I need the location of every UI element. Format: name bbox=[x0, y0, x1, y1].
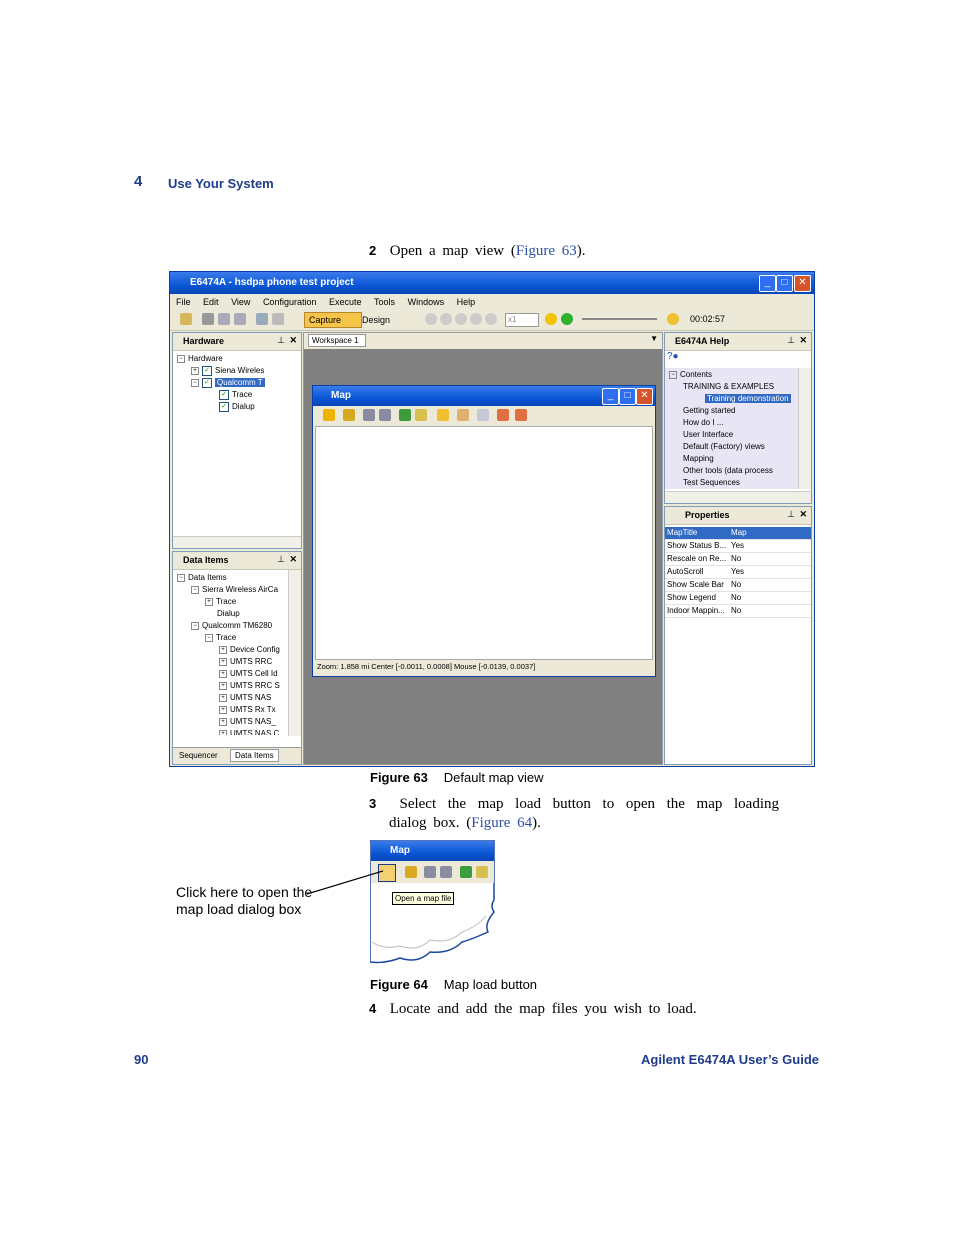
progress-slider[interactable] bbox=[582, 318, 657, 320]
menu-configuration[interactable]: Configuration bbox=[262, 297, 317, 307]
tree-item[interactable]: − Sierra Wireless AirCa bbox=[191, 585, 278, 595]
open-map-file-icon[interactable] bbox=[323, 409, 335, 421]
tree-item[interactable]: Getting started bbox=[683, 406, 736, 415]
map-canvas[interactable] bbox=[315, 426, 653, 660]
lightning-icon[interactable] bbox=[545, 313, 557, 325]
tree-item[interactable]: Test Sequences bbox=[683, 478, 740, 487]
map-toolbar bbox=[313, 406, 655, 424]
map-status-bar: Zoom: 1.858 mi Center [-0.0011, 0.0008] Mouse [-0.0139, 0.0037] bbox=[317, 662, 536, 671]
pin-icon[interactable]: ⊥ bbox=[787, 509, 795, 519]
tree-item[interactable]: User Interface bbox=[683, 430, 734, 439]
step-2: 2 Open a map view (Figure 63). bbox=[369, 243, 586, 259]
tree-item[interactable]: + UMTS NAS C bbox=[219, 729, 279, 735]
map-window bbox=[312, 385, 656, 677]
menu-help[interactable]: Help bbox=[456, 297, 476, 307]
layers-icon[interactable] bbox=[343, 409, 355, 421]
tree-item[interactable]: + Device Config bbox=[219, 645, 280, 655]
map-title: Map bbox=[390, 845, 410, 856]
timer: 00:02:57 bbox=[690, 314, 726, 324]
close-button[interactable]: ✕ bbox=[794, 275, 811, 292]
map-load-button-screenshot bbox=[370, 840, 496, 965]
tree-item[interactable]: + UMTS NAS bbox=[219, 693, 271, 703]
tree-item[interactable]: + UMTS Cell Id bbox=[219, 669, 278, 679]
menu-file[interactable]: File bbox=[176, 297, 191, 307]
status-green-icon bbox=[561, 313, 573, 325]
menu-execute[interactable]: Execute bbox=[329, 297, 362, 307]
menu-view[interactable]: View bbox=[231, 297, 251, 307]
pin-icon[interactable]: ⊥ bbox=[787, 335, 795, 345]
tab-data-items[interactable]: Data Items bbox=[230, 749, 279, 762]
tree-item[interactable]: ✓ Trace bbox=[219, 390, 252, 400]
tree-item[interactable]: + UMTS RRC S bbox=[219, 681, 280, 691]
workspace-area bbox=[303, 332, 663, 765]
tree-item[interactable]: + UMTS NAS_ bbox=[219, 717, 276, 727]
clock-icon bbox=[667, 313, 679, 325]
main-toolbar bbox=[170, 310, 814, 331]
property-row[interactable]: Rescale on Re... No bbox=[665, 553, 811, 566]
zoom-in-icon[interactable] bbox=[424, 866, 436, 878]
property-row[interactable]: Show Legend No bbox=[665, 592, 811, 605]
figure-63-caption: Figure 63 Default map view bbox=[370, 770, 544, 785]
layers-icon[interactable] bbox=[405, 866, 417, 878]
menu-bar bbox=[170, 294, 814, 310]
panel-tabs bbox=[173, 747, 301, 764]
property-row[interactable]: Indoor Mappin... No bbox=[665, 605, 811, 618]
figure-64-caption: Figure 64 Map load button bbox=[370, 977, 538, 992]
pin-icon[interactable]: ⊥ bbox=[277, 335, 285, 345]
tree-item[interactable]: − Trace bbox=[205, 633, 236, 643]
horizontal-scrollbar[interactable] bbox=[665, 491, 811, 503]
pin-icon[interactable]: ⊥ bbox=[277, 554, 285, 564]
property-row[interactable]: MapTitle Map bbox=[665, 527, 811, 540]
page-number: 90 bbox=[134, 1052, 149, 1067]
panel-close-icon[interactable]: ✕ bbox=[799, 509, 807, 519]
pointer-icon[interactable] bbox=[415, 409, 427, 421]
tag-icon[interactable] bbox=[437, 409, 449, 421]
maximize-button[interactable]: □ bbox=[619, 388, 636, 405]
panel-close-icon[interactable]: ✕ bbox=[799, 335, 807, 345]
minimize-button[interactable]: _ bbox=[602, 388, 619, 405]
tree-item[interactable]: + Trace bbox=[205, 597, 236, 607]
tools-icon[interactable] bbox=[256, 313, 268, 325]
zoom-out-icon[interactable] bbox=[440, 866, 452, 878]
tree-item[interactable]: − Hardware bbox=[177, 354, 223, 364]
tab-sequencer[interactable]: Sequencer bbox=[179, 751, 218, 760]
help-panel bbox=[664, 332, 812, 504]
menu-windows[interactable]: Windows bbox=[407, 297, 445, 307]
data-items-panel-title: Data Items bbox=[173, 552, 301, 570]
print-icon[interactable] bbox=[515, 409, 527, 421]
tree-item[interactable]: ✓ Dialup bbox=[219, 402, 255, 412]
property-row[interactable]: Show Status B... Yes bbox=[665, 540, 811, 553]
play-icon[interactable] bbox=[425, 313, 437, 325]
tree-item[interactable]: Training demonstration bbox=[707, 394, 789, 403]
step-number: 2 bbox=[369, 243, 377, 258]
tree-item[interactable]: + UMTS RRC bbox=[219, 657, 272, 667]
tree-item[interactable]: + ✓ Siena Wireles bbox=[191, 366, 264, 376]
tree-item[interactable]: Default (Factory) views bbox=[683, 442, 765, 451]
step-4: 4 Locate and add the map files you wish to load. bbox=[369, 1001, 697, 1017]
tree-item[interactable]: − Data Items bbox=[177, 573, 227, 583]
hardware-panel-title: Hardware bbox=[173, 333, 301, 351]
maximize-button[interactable]: □ bbox=[776, 275, 793, 292]
menu-tools[interactable]: Tools bbox=[374, 297, 396, 307]
figure-64-link[interactable]: Figure 64 bbox=[471, 815, 533, 831]
guide-title: Agilent E6474A User’s Guide bbox=[641, 1052, 819, 1067]
property-row[interactable]: AutoScroll Yes bbox=[665, 566, 811, 579]
speed-select[interactable]: x1 bbox=[505, 313, 539, 327]
help-tree bbox=[665, 368, 811, 489]
export-icon[interactable] bbox=[497, 409, 509, 421]
tree-item[interactable]: TRAINING & EXAMPLES bbox=[683, 382, 775, 391]
tree-item[interactable]: − ✓ Qualcomm T bbox=[191, 378, 265, 388]
tooltip: Open a map file bbox=[392, 892, 454, 905]
pause-icon[interactable] bbox=[440, 313, 452, 325]
tree-item[interactable]: Mapping bbox=[683, 454, 714, 463]
tab-dropdown-icon[interactable]: ▼ bbox=[650, 334, 658, 343]
tree-item[interactable]: Dialup bbox=[217, 609, 240, 618]
copy-icon[interactable] bbox=[218, 313, 230, 325]
callout-text: Click here to open the map load dialog box bbox=[176, 884, 313, 917]
chapter-number: 4 bbox=[134, 173, 143, 190]
grid-icon[interactable] bbox=[272, 313, 284, 325]
window-title: E6474A - hsdpa phone test project bbox=[170, 272, 814, 294]
cut-icon[interactable] bbox=[202, 313, 214, 325]
horizontal-scrollbar[interactable] bbox=[173, 536, 301, 548]
data-items-panel bbox=[172, 551, 302, 765]
app-window-screenshot bbox=[169, 271, 815, 767]
capture-button[interactable]: Capture bbox=[304, 312, 362, 328]
chapter-title: Use Your System bbox=[168, 176, 274, 191]
figure-63-link[interactable]: Figure 63 bbox=[515, 243, 577, 259]
panel-close-icon[interactable]: ✕ bbox=[289, 335, 297, 345]
stop-icon[interactable] bbox=[455, 313, 467, 325]
workspace-tab-strip bbox=[304, 333, 662, 349]
zoom-out-icon[interactable] bbox=[379, 409, 391, 421]
help-icon[interactable]: ?● bbox=[667, 351, 679, 362]
tree-item[interactable]: − Contents bbox=[669, 370, 712, 380]
tree-item[interactable]: + UMTS Rx Tx bbox=[219, 705, 276, 715]
rewind-icon[interactable] bbox=[470, 313, 482, 325]
pointer-icon[interactable] bbox=[476, 866, 488, 878]
forward-icon[interactable] bbox=[485, 313, 497, 325]
select-arrow-icon[interactable] bbox=[399, 409, 411, 421]
property-row[interactable]: Show Scale Bar No bbox=[665, 579, 811, 592]
vertical-scrollbar[interactable] bbox=[798, 368, 811, 489]
minimize-button[interactable]: _ bbox=[759, 275, 776, 292]
tree-item[interactable]: How do I ... bbox=[683, 418, 724, 427]
paste-icon[interactable] bbox=[234, 313, 246, 325]
vertical-scrollbar[interactable] bbox=[288, 570, 301, 736]
step-3: 3 Select the map load button to open the map loading dialog box. (Figure 64). bbox=[369, 796, 780, 831]
tree-item[interactable]: Other tools (data process bbox=[683, 466, 773, 475]
properties-panel bbox=[664, 506, 812, 765]
help-panel-title: E6474A Help bbox=[665, 333, 811, 351]
close-button[interactable]: ✕ bbox=[636, 388, 653, 405]
panel-close-icon[interactable]: ✕ bbox=[289, 554, 297, 564]
callout-line bbox=[305, 868, 385, 898]
map-window-title: Map bbox=[313, 386, 655, 406]
properties-panel-title: Properties bbox=[665, 507, 811, 525]
pan-hand-icon[interactable] bbox=[457, 409, 469, 421]
hardware-panel bbox=[172, 332, 302, 549]
design-button[interactable]: Design bbox=[362, 315, 391, 325]
tree-item[interactable]: − Qualcomm TM6280 bbox=[191, 621, 272, 631]
select-arrow-icon[interactable] bbox=[460, 866, 472, 878]
open-icon[interactable] bbox=[180, 313, 192, 325]
tab-workspace-1[interactable]: Workspace 1 bbox=[308, 334, 366, 347]
zoom-in-icon[interactable] bbox=[363, 409, 375, 421]
globe-icon[interactable] bbox=[477, 409, 489, 421]
menu-edit[interactable]: Edit bbox=[203, 297, 219, 307]
